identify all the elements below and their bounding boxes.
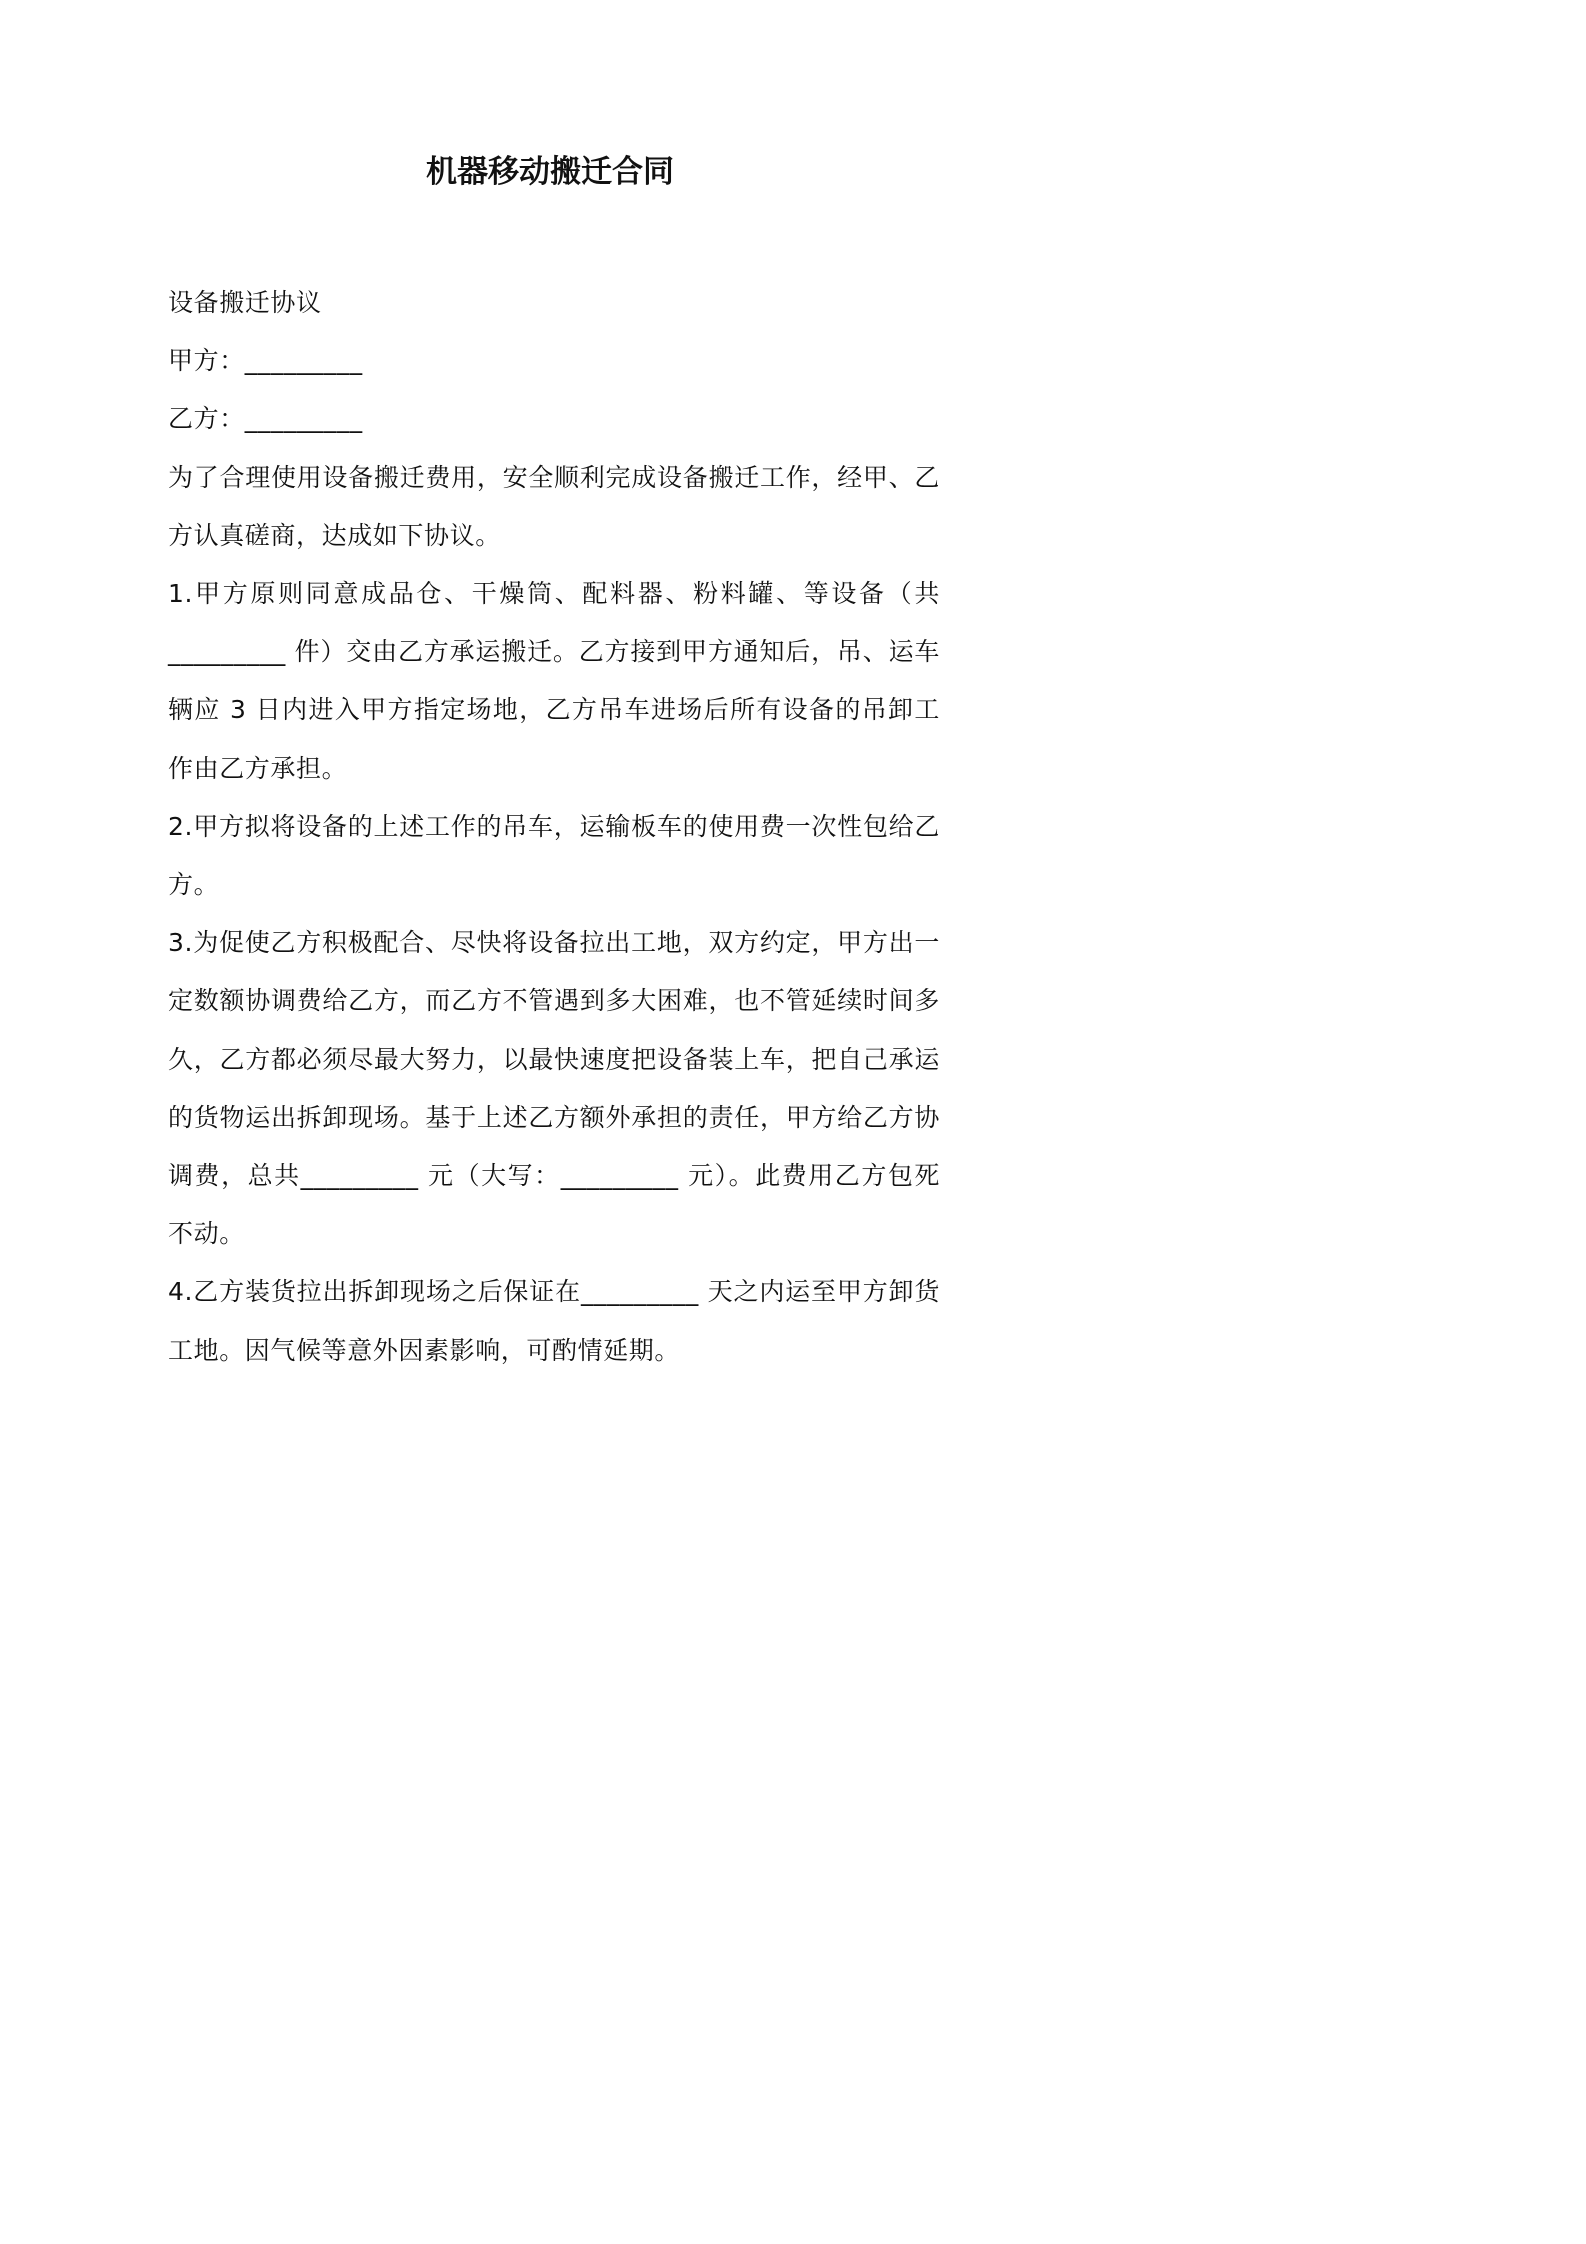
party-b-line: 乙方：_________ [168, 404, 363, 434]
document-body [168, 274, 940, 1380]
agreement-subtitle: 设备搬迁协议 [168, 288, 322, 317]
party-a-line: 甲方：_________ [168, 346, 363, 376]
clause-4: 4.乙方装货拉出拆卸现场之后保证在_________ 天之内运至甲方卸货工地。因气候等意外因素影响，可酌情延期。 [168, 1277, 940, 1365]
clause-3: 3.为促使乙方积极配合、尽快将设备拉出工地，双方约定，甲方出一定数额协调费给乙方，而乙方不管遇到多大困难，也不管延续时间多久，乙方都必须尽最大努力，以最快速度把设备装上车，把自己承运的货物运出拆卸现场。基于上述乙方额外承担的责任，甲方给乙方协调费，总共_________ 元（大写：_________ 元）。此费用乙方包死不动。 [168, 928, 940, 1249]
clause-2: 2.甲方拟将设备的上述工作的吊车，运输板车的使用费一次性包给乙方。 [168, 811, 940, 900]
document-title: 机器移动搬迁合同 [426, 154, 674, 190]
document-page [0, 0, 1100, 1555]
clause-1: 1.甲方原则同意成品仓、干燥筒、配料器、粉料罐、等设备（共_________ 件）交由乙方承运搬迁。乙方接到甲方通知后，吊、运车辆应 3 日内进入甲方指定场地，乙方吊车进场后所有设备的吊卸工作由乙方承担。 [168, 579, 940, 783]
intro-paragraph: 为了合理使用设备搬迁费用，安全顺利完成设备搬迁工作，经甲、乙方认真磋商，达成如下协议。 [168, 462, 940, 550]
